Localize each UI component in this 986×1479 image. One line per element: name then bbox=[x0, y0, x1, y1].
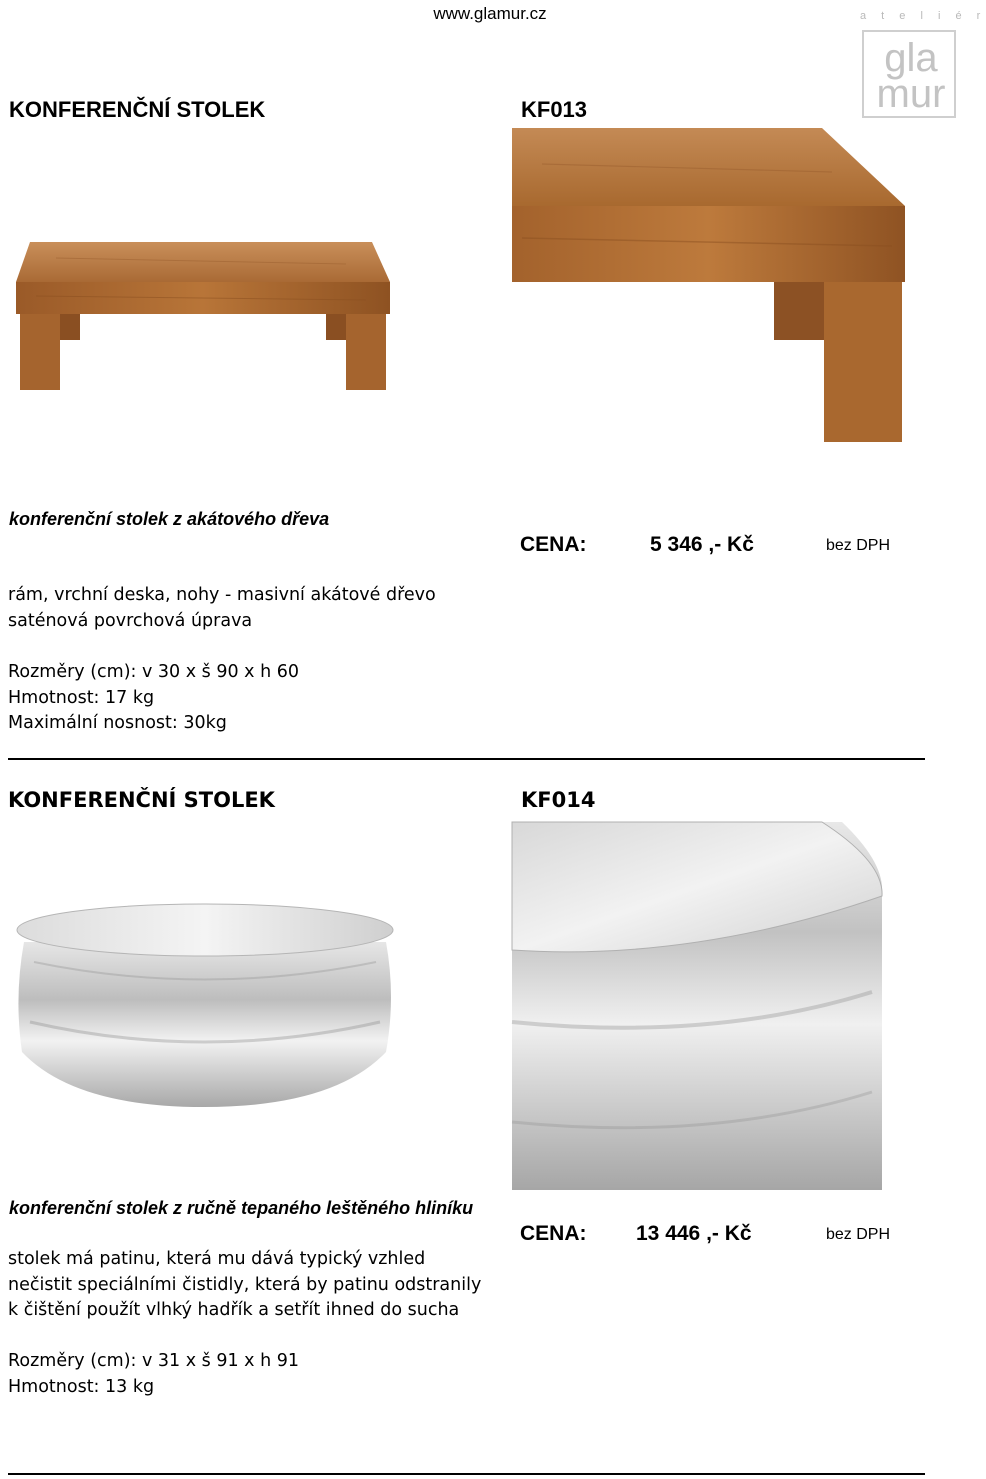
product-1-subtitle: konferenční stolek z akátového dřeva bbox=[9, 509, 330, 529]
product-1-features bbox=[8, 583, 436, 634]
glamur-logo bbox=[860, 10, 986, 120]
aluminium-table-photo-1 bbox=[14, 902, 396, 1107]
logo-top-text: a t e l i é r bbox=[860, 10, 986, 22]
feature-line: rám, vrchní deska, nohy - masivní akátové dřevo bbox=[8, 585, 436, 605]
logo-frame bbox=[862, 30, 956, 118]
wooden-table-photo-1 bbox=[16, 238, 392, 394]
logo-word-2: mur bbox=[876, 72, 946, 116]
product-1-specs bbox=[8, 660, 299, 737]
spec-line: Rozměry (cm): v 31 x š 91 x h 91 bbox=[8, 1351, 299, 1371]
spec-line: Hmotnost: 13 kg bbox=[8, 1376, 155, 1397]
product-2-features bbox=[8, 1247, 481, 1324]
wooden-table-photo-2 bbox=[512, 128, 907, 444]
product-2-price-value: 13 446 ,- Kč bbox=[636, 1222, 752, 1245]
product-2-title: KONFERENČNÍ STOLEK bbox=[8, 788, 275, 812]
section-divider bbox=[8, 758, 925, 760]
product-2-vat-note: bez DPH bbox=[826, 1226, 891, 1243]
product-1-price-value: 5 346 ,- Kč bbox=[650, 533, 754, 556]
spec-line: Rozměry (cm): v 30 x š 90 x h 60 bbox=[8, 662, 299, 682]
product-2-price-label: CENA: bbox=[520, 1222, 587, 1245]
logo-word-1: gla bbox=[884, 36, 938, 80]
feature-line: k čištění použít vlhký hadřík a setřít ihned do sucha bbox=[8, 1300, 460, 1320]
spec-line: Hmotnost: 17 kg bbox=[8, 687, 155, 708]
site-url[interactable]: www.glamur.cz bbox=[433, 4, 547, 23]
product-1-vat-note: bez DPH bbox=[826, 537, 891, 554]
product-1-title: KONFERENČNÍ STOLEK bbox=[9, 97, 266, 122]
product-1-code: KF013 bbox=[521, 97, 588, 122]
product-2-code: KF014 bbox=[521, 788, 596, 812]
feature-line: saténová povrchová úprava bbox=[8, 610, 253, 631]
section-divider bbox=[8, 1473, 925, 1475]
aluminium-table-photo-2 bbox=[512, 822, 884, 1190]
product-2-subtitle: konferenční stolek z ručně tepaného leštěného hliníku bbox=[9, 1198, 474, 1218]
feature-line: stolek má patinu, která mu dává typický vzhled bbox=[8, 1249, 426, 1269]
product-1-price-label: CENA: bbox=[520, 533, 587, 556]
feature-line: nečistit speciálními čistidly, která by patinu odstranily bbox=[8, 1274, 482, 1295]
spec-line: Maximální nosnost: 30kg bbox=[8, 713, 227, 733]
product-2-specs bbox=[8, 1349, 299, 1400]
